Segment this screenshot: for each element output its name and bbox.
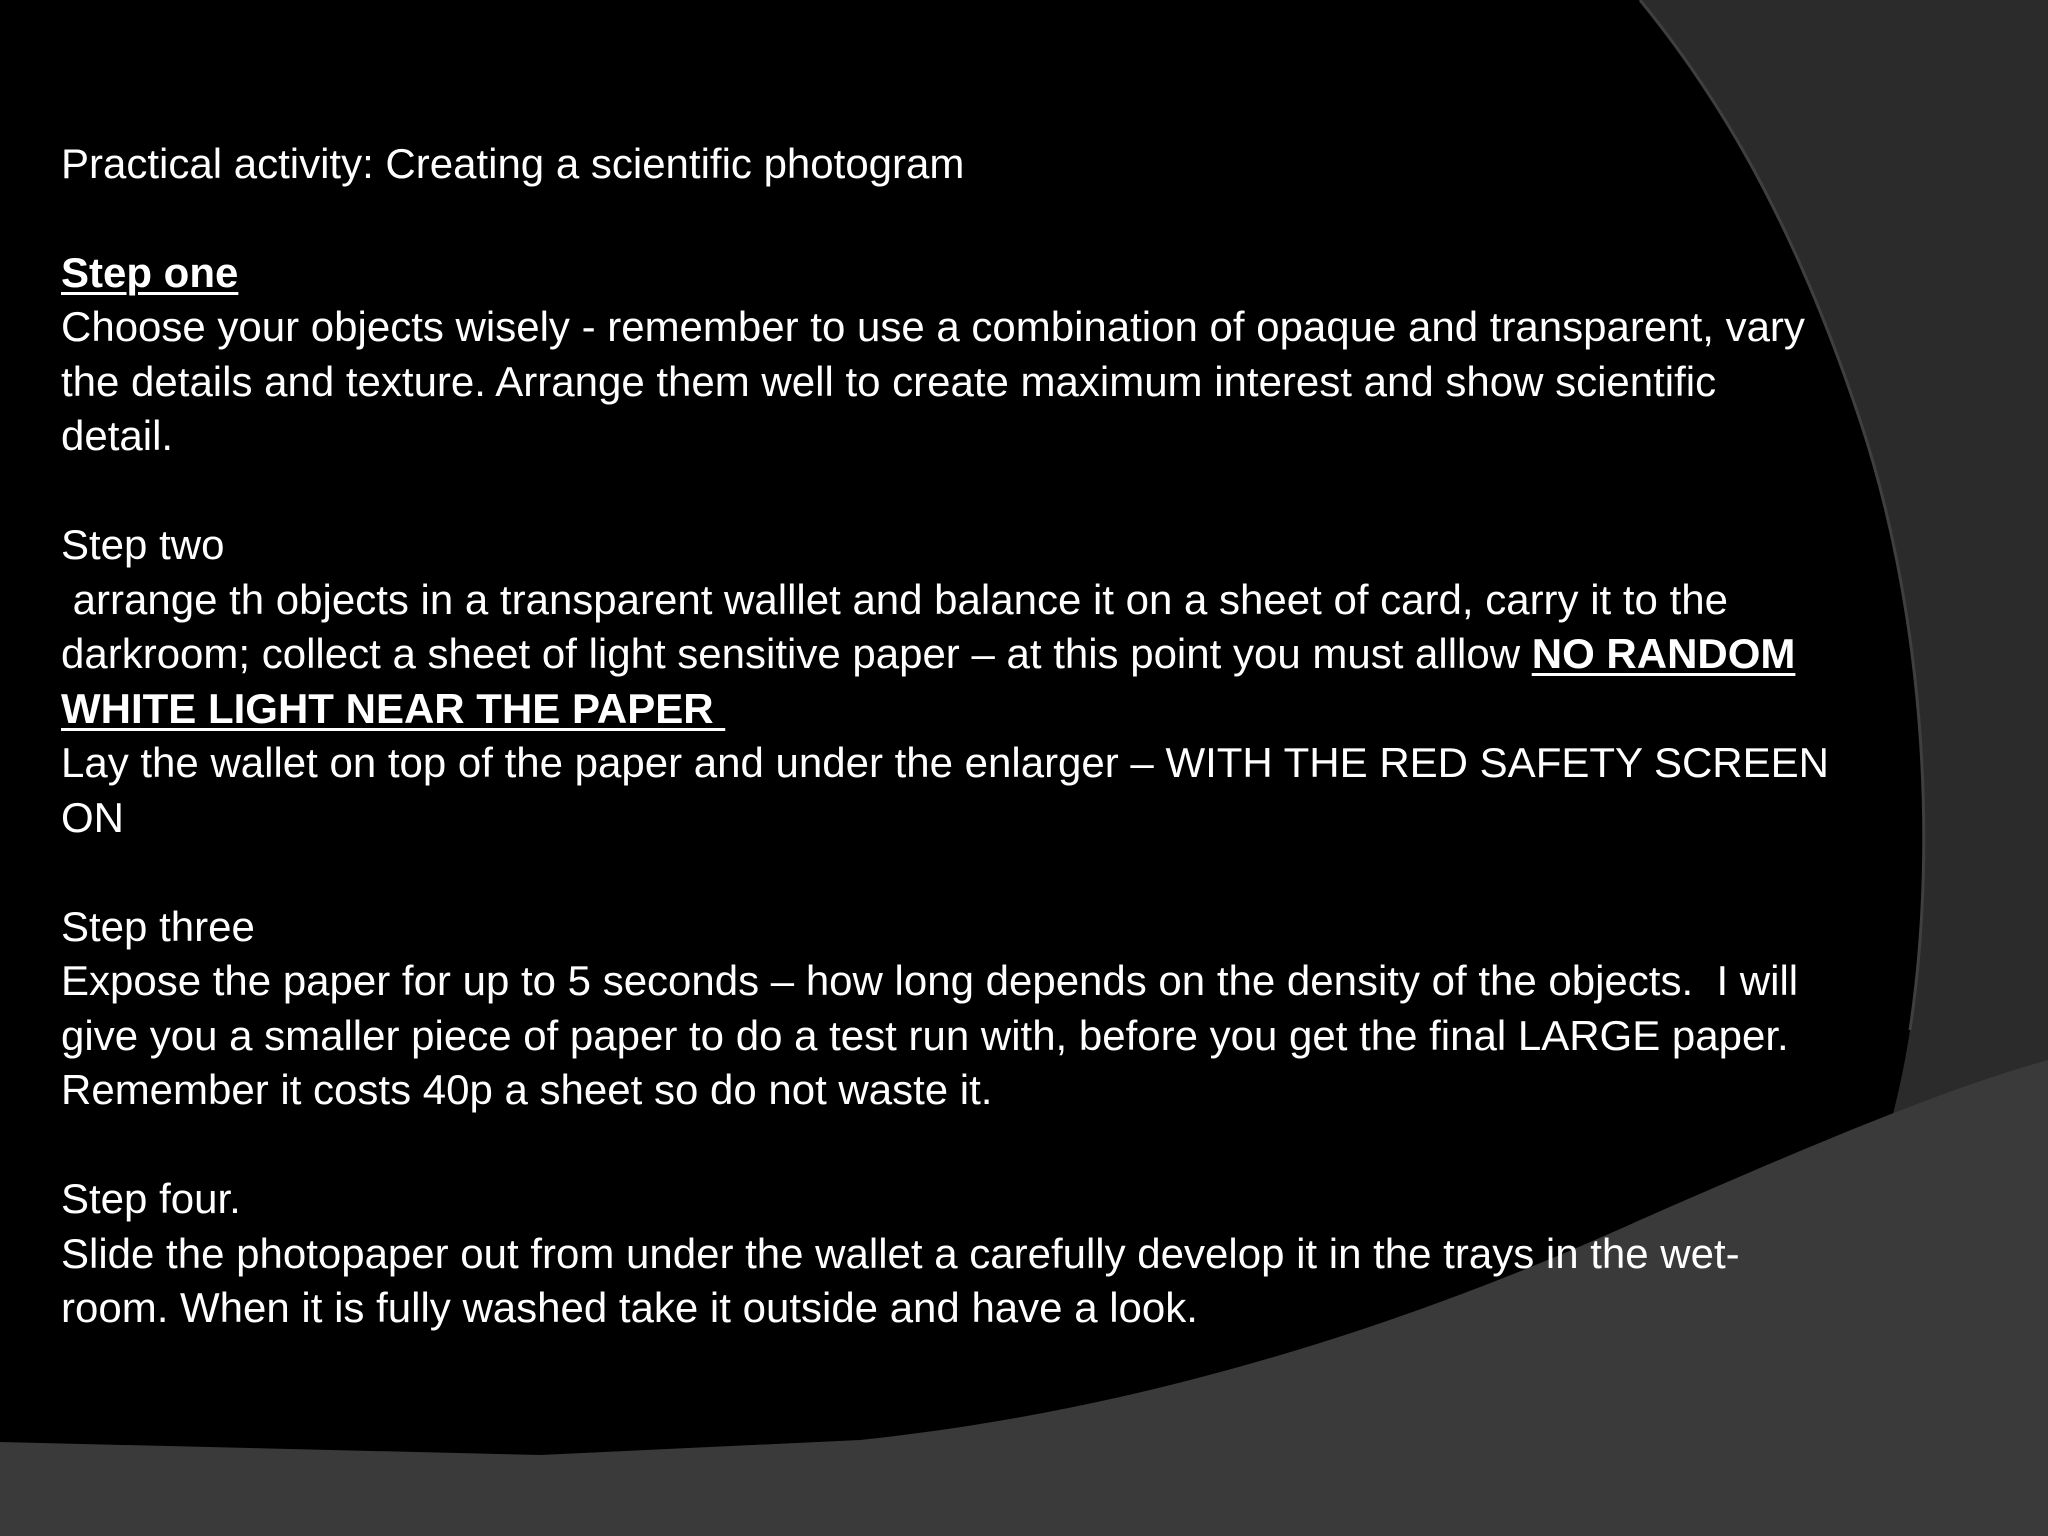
- slide-title: Practical activity: Creating a scientific photogram: [61, 140, 965, 187]
- step-three-line: Remember it costs 40p a sheet so do not waste it.: [61, 1066, 993, 1113]
- step-one-line: the details and texture. Arrange them well to create maximum interest and show scientific: [61, 358, 1717, 405]
- step-one-line: Choose your objects wisely - remember to use a combination of opaque and transparent, vary: [61, 303, 1805, 350]
- step-two-line-with-emphasis: [61, 627, 1795, 682]
- warning-emphasis-continued: WHITE LIGHT NEAR THE PAPER: [61, 685, 726, 732]
- step-two-line-text: darkroom; collect a sheet of light sensitive paper – at this point you must alllow: [61, 630, 1532, 677]
- step-one-line: detail.: [61, 412, 174, 459]
- step-two-line: ON: [61, 794, 124, 841]
- step-two-heading: Step two: [61, 521, 225, 568]
- step-four-line: Slide the photopaper out from under the wallet a carefully develop it in the trays in the wet-: [61, 1230, 1740, 1277]
- step-two-line: Lay the wallet on top of the paper and under the enlarger – WITH THE RED SAFETY SCREEN: [61, 739, 1829, 786]
- warning-emphasis: NO RANDOM: [1531, 630, 1796, 677]
- step-four-line: room. When it is fully washed take it outside and have a look.: [61, 1284, 1198, 1331]
- step-four-heading: Step four.: [61, 1175, 241, 1222]
- step-one-heading: Step one: [61, 249, 239, 296]
- step-three-line: Expose the paper for up to 5 seconds – how long depends on the density of the objects. I will: [61, 957, 1799, 1004]
- step-three-heading: Step three: [61, 903, 255, 950]
- step-two-line: arrange th objects in a transparent walllet and balance it on a sheet of card, carry it to the: [61, 576, 1728, 623]
- step-three-line: give you a smaller piece of paper to do a test run with, before you get the final LARGE paper.: [61, 1012, 1789, 1059]
